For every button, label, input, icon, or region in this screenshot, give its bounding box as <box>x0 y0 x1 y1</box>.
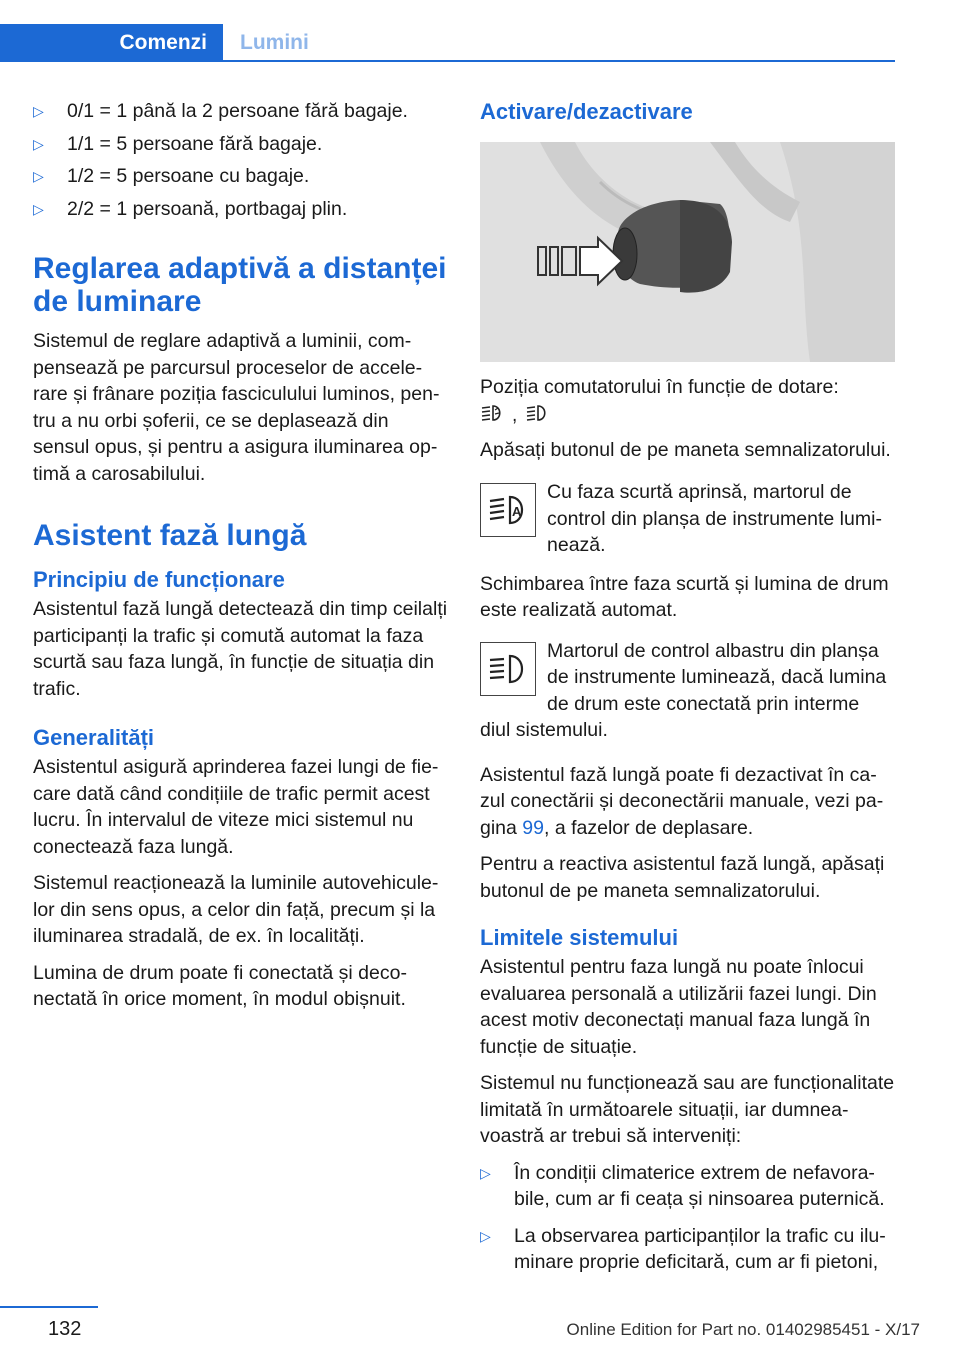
paragraph-limits-1: Asistentul pentru faza lungă nu poate înlocui evaluarea personală a utilizării fazei lungi. Din acest motiv deconectați manual faza lungă în funcție de situație. <box>480 956 877 1058</box>
paragraph-deactivate: Asistentul fază lungă poate fi dezactivat în cazul conectării și deconectării manuale, vezi pagina 99, a fazelor de deplasare. <box>480 763 884 839</box>
paragraph-reactivate: Pentru a reactiva asistentul fază lungă, apăsați butonul de pe maneta semnalizatorului. <box>480 853 885 902</box>
indicator-low-beam-row <box>480 479 895 559</box>
high-beam-indicator-icon <box>480 642 536 696</box>
lamp1-text: Cu faza scurtă aprinsă, martorul de control din planșa de instrumente luminează. <box>547 481 882 556</box>
right-column <box>480 98 895 1282</box>
list-item: ▷ În condiții climaterice extrem de nefavorabile, cum ar fi ceața și ninsoarea puternică. <box>480 1161 885 1210</box>
page-link-99[interactable]: 99 <box>522 816 544 839</box>
tab-comenzi[interactable]: Comenzi <box>0 24 223 62</box>
limits-bullets <box>480 1160 895 1276</box>
heading-principle: Principiu de funcționare <box>33 567 285 592</box>
left-column <box>33 98 448 1023</box>
triangle-bullet-icon: ▷ <box>33 168 44 184</box>
paragraph-auto-switch: Schimbarea între faza scurtă și lumina de drum este realizată automat. <box>480 572 889 621</box>
heading-general: Generalități <box>33 725 155 750</box>
triangle-bullet-icon: ▷ <box>480 1164 491 1181</box>
high-beam-assist-indicator-icon <box>480 483 536 537</box>
indicator-high-beam-row <box>480 638 895 718</box>
list-item: ▷ 0/1 = 1 până la 2 persoane fără bagaje. <box>33 98 448 125</box>
lamp2-text-continued: diul sistemului. <box>480 719 608 741</box>
paragraph-switch-position: Poziția comutatorului în funcție de dotare: <box>480 376 839 398</box>
page-number: 132 <box>48 1318 82 1340</box>
high-beam-icon <box>525 403 549 428</box>
list-item: ▷ 1/2 = 5 persoane cu bagaje. <box>33 163 448 190</box>
header-tabs <box>0 24 895 62</box>
heading-high-beam-assist: Asistent fază lungă <box>33 519 307 552</box>
paragraph-general-1: Asistentul asigură aprinderea fazei lungi de fiecare dată când condițiile de trafic permit acest lucru. În intervalul de viteze mici sistemul nu conectează faza lungă. <box>33 756 439 858</box>
list-item: ▷ 2/2 = 1 persoană, portbagaj plin. <box>33 196 448 223</box>
triangle-bullet-icon: ▷ <box>33 135 44 152</box>
triangle-bullet-icon: ▷ <box>33 103 44 119</box>
page-number-rule <box>0 1306 98 1308</box>
triangle-bullet-icon: ▷ <box>480 1227 491 1244</box>
load-bullets <box>33 98 448 222</box>
list-item: ▷ 1/1 = 5 persoane fără bagaje. <box>33 131 448 158</box>
turn-signal-lever-image <box>480 142 895 362</box>
triangle-bullet-icon: ▷ <box>33 200 44 217</box>
high-beam-assist-icon <box>480 403 504 428</box>
heading-activation: Activare/dezactivare <box>480 99 693 124</box>
paragraph-adaptive: Sistemul de reglare adaptivă a luminii, compensează pe parcursul proceselor de accelerare și frânare poziția fasciculului luminos, pentru a nu orbi șoferii, ce se deplasează din sensul opus, și pentru a asigura iluminarea optimă a carosabilului. <box>33 330 440 485</box>
tab-lumini[interactable]: Lumini <box>240 31 309 54</box>
heading-adaptive-range: Reglarea adaptivă a distanței de luminare <box>33 252 447 318</box>
paragraph-principle: Asistentul fază lungă detectează din timp ceilalți participanți la trafic și comută automat la faza scurtă sau faza lungă, în funcție de situația din trafic. <box>33 598 448 700</box>
svg-text:A: A <box>512 504 522 519</box>
heading-limits: Limitele sistemului <box>480 925 679 950</box>
variant-icons: , <box>480 403 895 429</box>
paragraph-limits-2: Sistemul nu funcționează sau are funcționalitate limitată în următoarele situații, iar dumneavoastră ar trebui să interveniți: <box>480 1072 895 1147</box>
paragraph-general-3: Lumina de drum poate fi conectată și deconectată în orice moment, în modul obișnuit. <box>33 961 407 1010</box>
edition-footer: Online Edition for Part no. 01402985451 - X/17 <box>566 1320 920 1339</box>
list-item: ▷ La observarea participanților la trafic cu iluminare proprie deficitară, cum ar fi pietoni, <box>480 1224 886 1273</box>
paragraph-general-2: Sistemul reacționează la luminile autovehiculelor din sens opus, a celor din față, precum și la iluminarea stradală, de ex. în localități. <box>33 872 439 947</box>
lever-illustration <box>480 142 895 362</box>
lamp2-text: Martorul de control albastru din planșa de instrumente luminează, dacă lumina de drum este conectată prin interme <box>547 639 887 715</box>
paragraph-press-button: Apăsați butonul de pe maneta semnalizatorului. <box>480 438 891 461</box>
